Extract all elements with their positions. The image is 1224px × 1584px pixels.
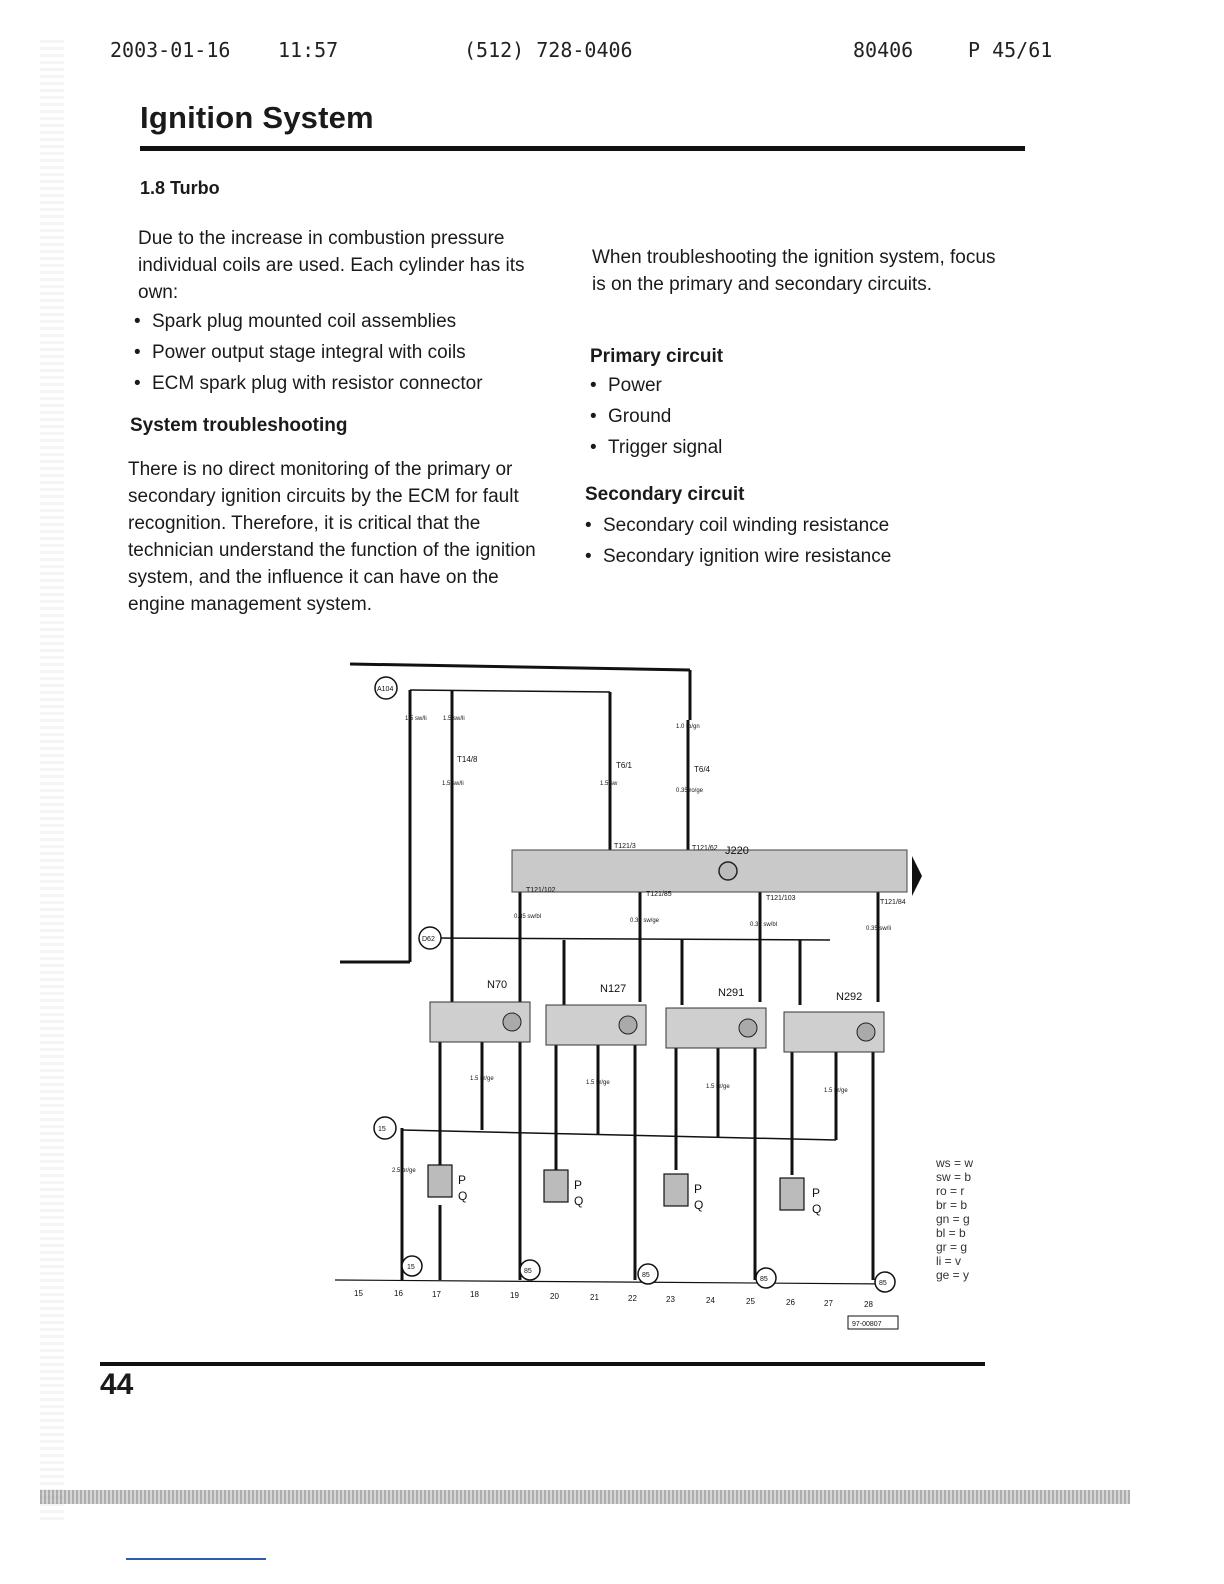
scan-edge-bottom	[40, 1490, 1130, 1504]
plug-label-p: P	[458, 1173, 467, 1187]
track-number: 23	[666, 1295, 675, 1304]
coil-label-n127: N127	[600, 983, 627, 995]
fax-date: 2003-01-16	[110, 38, 231, 62]
plug-label-p: P	[694, 1182, 703, 1196]
list-item: • Ground	[590, 401, 890, 432]
track-number: 26	[786, 1298, 795, 1307]
page-title: Ignition System	[140, 100, 374, 135]
wire-label: 1.5 sw	[600, 781, 618, 787]
wire-label: 2.5 br/ge	[392, 1168, 416, 1174]
legend-item: br = b	[936, 1198, 968, 1212]
legend-item: ws = w	[936, 1156, 974, 1170]
ground-mark: 85	[524, 1268, 532, 1275]
plug-label-q: Q	[812, 1202, 822, 1216]
list-item: • Trigger signal	[590, 432, 890, 463]
scan-mark	[126, 1558, 266, 1560]
wire-label: 0.35 ro/ge	[676, 788, 704, 794]
ground-mark: 85	[879, 1280, 887, 1287]
track-number: 21	[590, 1293, 599, 1302]
legend-item: li = v	[936, 1254, 962, 1268]
legend-item: ro = r	[936, 1184, 965, 1198]
track-number: 20	[550, 1292, 559, 1301]
scan-edge-left	[40, 40, 64, 1520]
ground-mark: 85	[642, 1272, 650, 1279]
track-numbers	[354, 1289, 873, 1309]
intro-bullets	[134, 306, 574, 399]
connector-label-a104: A104	[377, 686, 394, 693]
ground-mark: 15	[407, 1264, 415, 1271]
legend-item: gr = g	[936, 1240, 968, 1254]
track-number: 24	[706, 1296, 715, 1305]
footer-rule	[100, 1362, 985, 1366]
wire-label: 1.0 ro/gn	[676, 724, 700, 730]
wiring-diagram	[330, 650, 930, 1340]
troubleshooting-heading: System troubleshooting	[130, 415, 348, 436]
wire-label: 1.5 br/ge	[706, 1084, 730, 1090]
right-intro-text: When troubleshooting the ignition system, focus is on the primary and secondary circuits.	[592, 247, 996, 295]
wire-label: 1.5 sw/li	[443, 716, 465, 722]
plug-label-p: P	[574, 1178, 583, 1192]
list-item: • Power output stage integral with coils	[134, 337, 574, 368]
list-item: • ECM spark plug with resistor connector	[134, 368, 574, 399]
legend-item: sw = b	[936, 1170, 972, 1184]
connector-label-t121-84: T121/84	[880, 899, 906, 906]
track-number: 28	[864, 1300, 873, 1309]
fax-phone: (512) 728-0406	[464, 38, 633, 62]
coil-label-n70: N70	[487, 979, 508, 991]
coil-boxes	[430, 1002, 884, 1052]
secondary-heading: Secondary circuit	[585, 484, 745, 505]
wire-label: 1.5 sw/li	[442, 781, 464, 787]
track-number: 27	[824, 1299, 833, 1308]
wire-label: 0.35 sw/bl	[750, 922, 778, 928]
list-item: • Power	[590, 370, 890, 401]
wire-label: 0.35 sw/ge	[630, 918, 660, 924]
track-number: 19	[510, 1291, 519, 1300]
page-number: 44	[100, 1368, 134, 1401]
wire-label: 0.35 sw/bl	[514, 914, 542, 920]
plug-label-q: Q	[694, 1198, 704, 1212]
supply-bus	[350, 664, 690, 670]
legend-item: ge = y	[936, 1268, 970, 1282]
connector-label-t121-102: T121/102	[526, 887, 556, 894]
intro-text: Due to the increase in combustion pressure individual coils are used. Each cylinder has its own:	[138, 228, 525, 303]
primary-bullets	[590, 370, 890, 463]
track-number: 17	[432, 1290, 441, 1299]
legend-item: bl = b	[936, 1226, 966, 1240]
connector-label-t6-4: T6/4	[694, 765, 711, 774]
ground-mark: 85	[760, 1276, 768, 1283]
track-number: 15	[354, 1289, 363, 1298]
wire-label: 1.5 br/ge	[824, 1088, 848, 1094]
section-subtitle: 1.8 Turbo	[140, 178, 220, 198]
plug-label-q: Q	[458, 1189, 468, 1203]
ground-label-281: 15	[378, 1126, 386, 1133]
coil-label-n292: N292	[836, 991, 863, 1003]
track-number: 22	[628, 1294, 637, 1303]
troubleshooting-text: There is no direct monitoring of the primary or secondary ignition circuits by the ECM for fault recognition. Therefore, it is critical that the technician understand the function of the ignition system, and the influence it can have on the engine management system.	[128, 459, 536, 615]
connector-label-t121-103: T121/103	[766, 895, 796, 902]
fax-code: 80406	[853, 38, 914, 62]
wire-label: 1.5 br/ge	[586, 1080, 610, 1086]
list-item: • Secondary ignition wire resistance	[585, 541, 985, 572]
connector-label-t121-85: T121/85	[646, 891, 672, 898]
track-number: 16	[394, 1289, 403, 1298]
wire-label: 1.5 br/ge	[470, 1076, 494, 1082]
track-number: 25	[746, 1297, 755, 1306]
spark-plugs	[428, 1165, 804, 1210]
plug-label-q: Q	[574, 1194, 584, 1208]
track-number: 18	[470, 1290, 479, 1299]
figure-id: 97-00807	[852, 1321, 882, 1328]
list-item: • Spark plug mounted coil assemblies	[134, 306, 574, 337]
fax-page: P 45/61	[968, 38, 1053, 62]
secondary-bullets	[585, 510, 985, 572]
title-rule	[140, 146, 1025, 151]
fax-time: 11:57	[278, 38, 339, 62]
wire-label: 1.5 sw/li	[405, 716, 427, 722]
primary-heading: Primary circuit	[590, 346, 724, 367]
color-legend	[936, 1156, 973, 1282]
coil-label-n291: N291	[718, 987, 745, 999]
ecm-box	[512, 850, 907, 892]
connector-label-t121-62: T121/62	[692, 845, 718, 852]
list-item: • Secondary coil winding resistance	[585, 510, 985, 541]
connector-label-d62: D62	[422, 936, 435, 943]
connector-label-t14: T14/8	[457, 755, 478, 764]
wire-label: 0.35 sw/li	[866, 926, 892, 932]
connector-label-t6-1: T6/1	[616, 761, 633, 770]
legend-item: gn = g	[936, 1212, 970, 1226]
plug-label-p: P	[812, 1186, 821, 1200]
ecm-label: J220	[725, 845, 749, 857]
connector-label-t121-3: T121/3	[614, 843, 636, 850]
